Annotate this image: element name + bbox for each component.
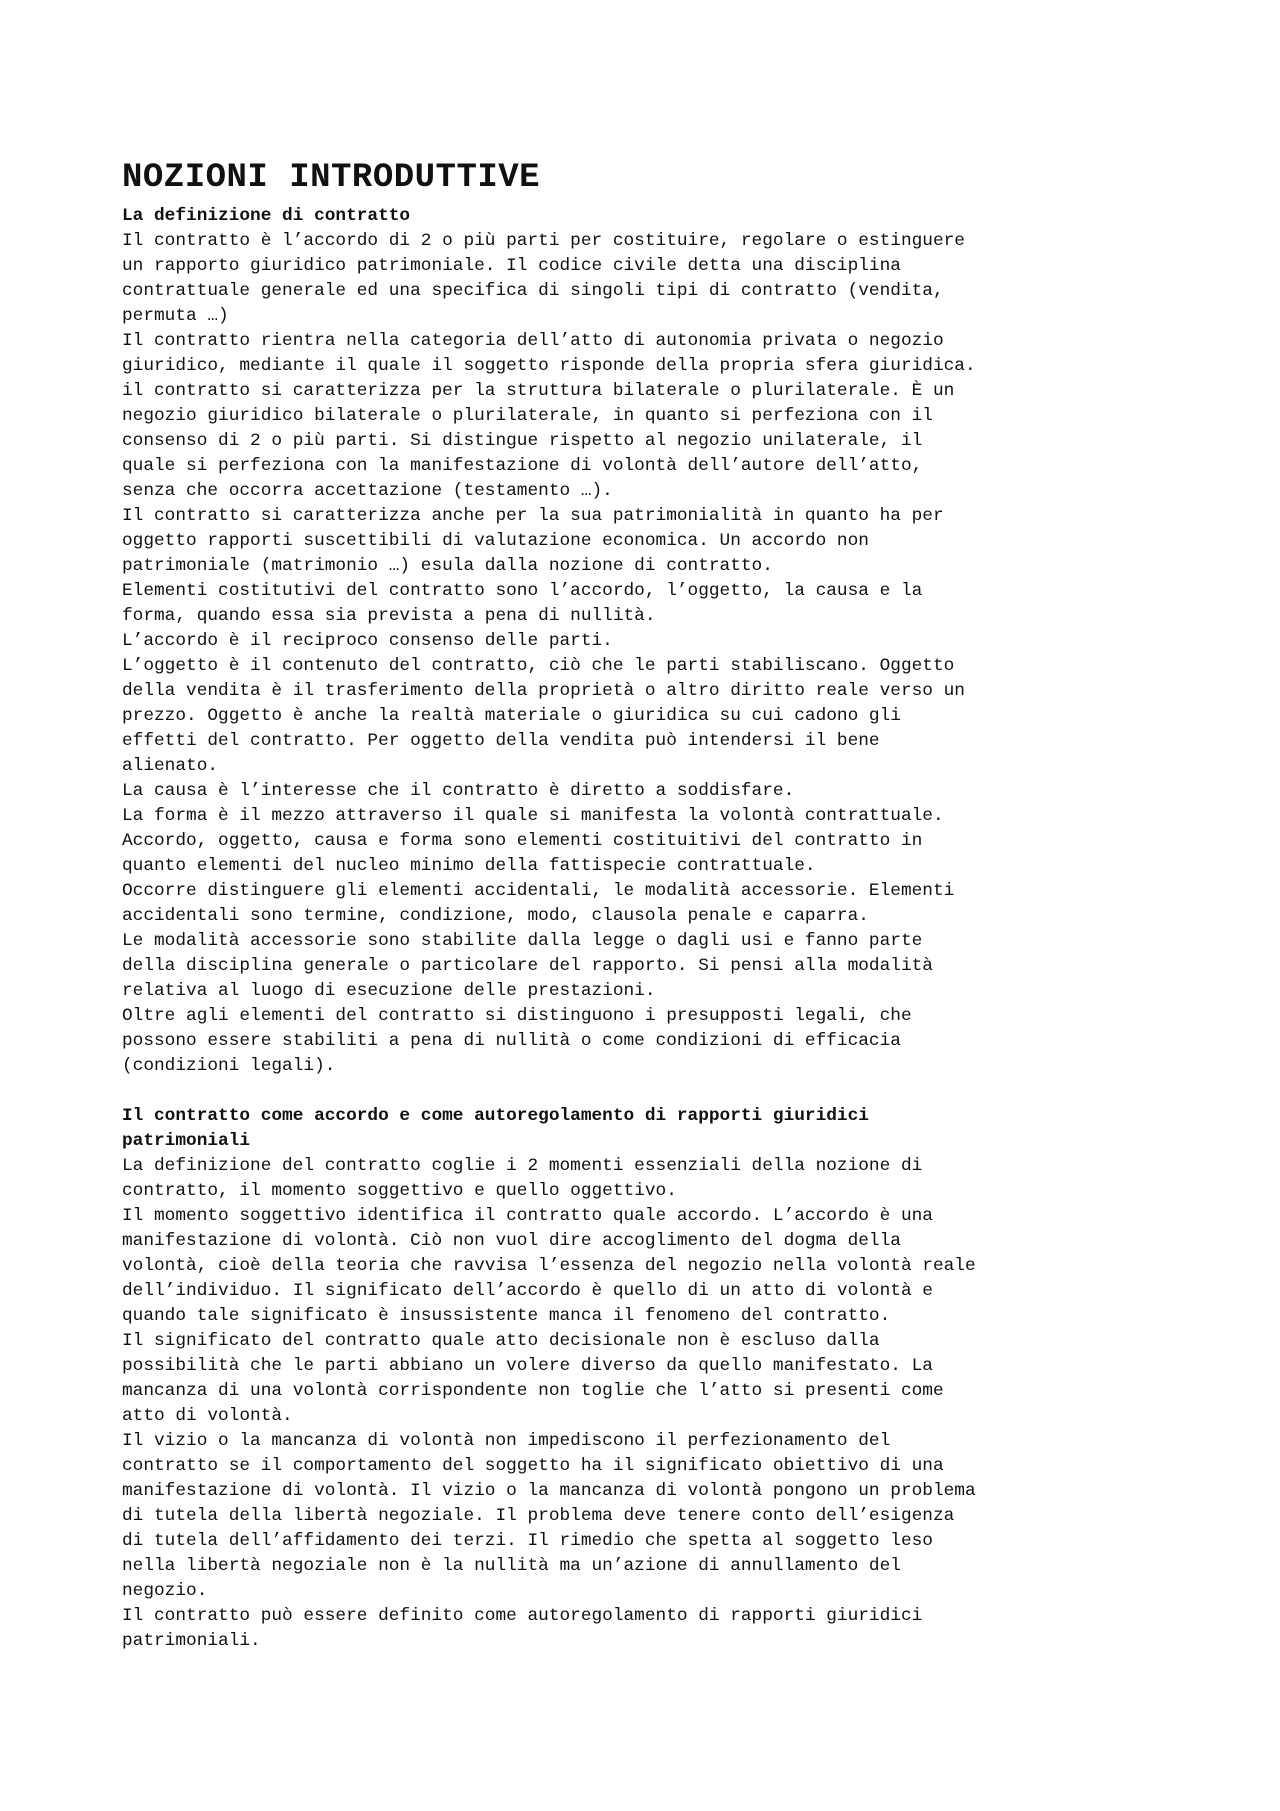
text-line: L’oggetto è il contenuto del contratto, ciò che le parti stabiliscano. Oggetto [122, 656, 955, 676]
text-line: un rapporto giuridico patrimoniale. Il codice civile detta una disciplina [122, 256, 901, 276]
text-line: Occorre distinguere gli elementi accidentali, le modalità accessorie. Elementi [122, 881, 955, 901]
text-line: patrimoniali. [122, 1631, 261, 1651]
text-line: oggetto rapporti suscettibili di valutazione economica. Un accordo non [122, 531, 869, 551]
section-heading: La definizione di contratto [122, 206, 411, 226]
paragraph-spacer [122, 1079, 1232, 1104]
section-definizione [122, 204, 1232, 1079]
text-line: possono essere stabiliti a pena di nullità o come condizioni di efficacia [122, 1031, 901, 1051]
text-line: Il contratto rientra nella categoria dell’atto di autonomia privata o negozio [122, 331, 944, 351]
text-line: nella libertà negoziale non è la nullità ma un’azione di annullamento del [122, 1556, 901, 1576]
text-line: Le modalità accessorie sono stabilite dalla legge o dagli usi e fanno parte [122, 931, 923, 951]
text-line: manifestazione di volontà. Ciò non vuol dire accoglimento del dogma della [122, 1231, 901, 1251]
text-line: (condizioni legali). [122, 1056, 336, 1076]
text-line: Oltre agli elementi del contratto si distinguono i presupposti legali, che [122, 1006, 912, 1026]
text-line: mancanza di una volontà corrispondente non toglie che l’atto si presenti come [122, 1381, 944, 1401]
text-line: L’accordo è il reciproco consenso delle parti. [122, 631, 613, 651]
text-line: negozio. [122, 1581, 208, 1601]
text-line: La definizione del contratto coglie i 2 momenti essenziali della nozione di [122, 1156, 923, 1176]
text-line: della vendita è il trasferimento della proprietà o altro diritto reale verso un [122, 681, 965, 701]
text-line: di tutela dell’affidamento dei terzi. Il rimedio che spetta al soggetto leso [122, 1531, 933, 1551]
text-line: atto di volontà. [122, 1406, 293, 1426]
document-page [122, 156, 1232, 1654]
text-line: di tutela della libertà negoziale. Il problema deve tenere conto dell’esigenza [122, 1506, 955, 1526]
text-line: Il vizio o la mancanza di volontà non impediscono il perfezionamento del [122, 1431, 891, 1451]
section-accordo-autoregolamento [122, 1104, 1232, 1654]
text-line: effetti del contratto. Per oggetto della vendita può intendersi il bene [122, 731, 880, 751]
section-heading-continued: patrimoniali [122, 1131, 251, 1151]
text-line: contratto, il momento soggettivo e quello oggettivo. [122, 1181, 677, 1201]
text-line: quanto elementi del nucleo minimo della fattispecie contrattuale. [122, 856, 816, 876]
text-line: quando tale significato è insussistente manca il fenomeno del contratto. [122, 1306, 891, 1326]
text-line: Il contratto è l’accordo di 2 o più parti per costituire, regolare o estinguere [122, 231, 965, 251]
text-line: Il momento soggettivo identifica il contratto quale accordo. L’accordo è una [122, 1206, 933, 1226]
text-line: alienato. [122, 756, 219, 776]
text-line: Il contratto si caratterizza anche per la sua patrimonialità in quanto ha per [122, 506, 944, 526]
text-line: contratto se il comportamento del soggetto ha il significato obiettivo di una [122, 1456, 944, 1476]
text-line: Elementi costitutivi del contratto sono l’accordo, l’oggetto, la causa e la [122, 581, 923, 601]
text-line: La forma è il mezzo attraverso il quale si manifesta la volontà contrattuale. [122, 806, 944, 826]
text-line: patrimoniale (matrimonio …) esula dalla nozione di contratto. [122, 556, 773, 576]
text-line: relativa al luogo di esecuzione delle prestazioni. [122, 981, 656, 1001]
text-line: Il contratto può essere definito come autoregolamento di rapporti giuridici [122, 1606, 923, 1626]
section-body [122, 1154, 1232, 1654]
text-line: Accordo, oggetto, causa e forma sono elementi costituitivi del contratto in [122, 831, 923, 851]
text-line: accidentali sono termine, condizione, modo, clausola penale e caparra. [122, 906, 869, 926]
document-title: NOZIONI INTRODUTTIVE [122, 159, 541, 197]
text-line: senza che occorra accettazione (testamento …). [122, 481, 613, 501]
text-line: possibilità che le parti abbiano un volere diverso da quello manifestato. La [122, 1356, 933, 1376]
text-line: quale si perfeziona con la manifestazione di volontà dell’autore dell’atto, [122, 456, 923, 476]
text-line: prezzo. Oggetto è anche la realtà materiale o giuridica su cui cadono gli [122, 706, 901, 726]
text-line: contrattuale generale ed una specifica di singoli tipi di contratto (vendita, [122, 281, 944, 301]
text-line: il contratto si caratterizza per la struttura bilaterale o plurilaterale. È un [122, 381, 955, 401]
text-line: consenso di 2 o più parti. Si distingue rispetto al negozio unilaterale, il [122, 431, 923, 451]
text-line: giuridico, mediante il quale il soggetto risponde della propria sfera giuridica. [122, 356, 976, 376]
text-line: forma, quando essa sia prevista a pena di nullità. [122, 606, 656, 626]
text-line: dell’individuo. Il significato dell’accordo è quello di un atto di volontà e [122, 1281, 933, 1301]
text-line: Il significato del contratto quale atto decisionale non è escluso dalla [122, 1331, 880, 1351]
text-line: della disciplina generale o particolare del rapporto. Si pensi alla modalità [122, 956, 933, 976]
text-line: negozio giuridico bilaterale o plurilaterale, in quanto si perfeziona con il [122, 406, 933, 426]
text-line: La causa è l’interesse che il contratto è diretto a soddisfare. [122, 781, 795, 801]
section-heading: Il contratto come accordo e come autoregolamento di rapporti giuridici [122, 1106, 869, 1126]
text-line: volontà, cioè della teoria che ravvisa l’essenza del negozio nella volontà reale [122, 1256, 976, 1276]
section-body [122, 229, 1232, 1079]
text-line: manifestazione di volontà. Il vizio o la mancanza di volontà pongono un problema [122, 1481, 976, 1501]
text-line: permuta …) [122, 306, 229, 326]
